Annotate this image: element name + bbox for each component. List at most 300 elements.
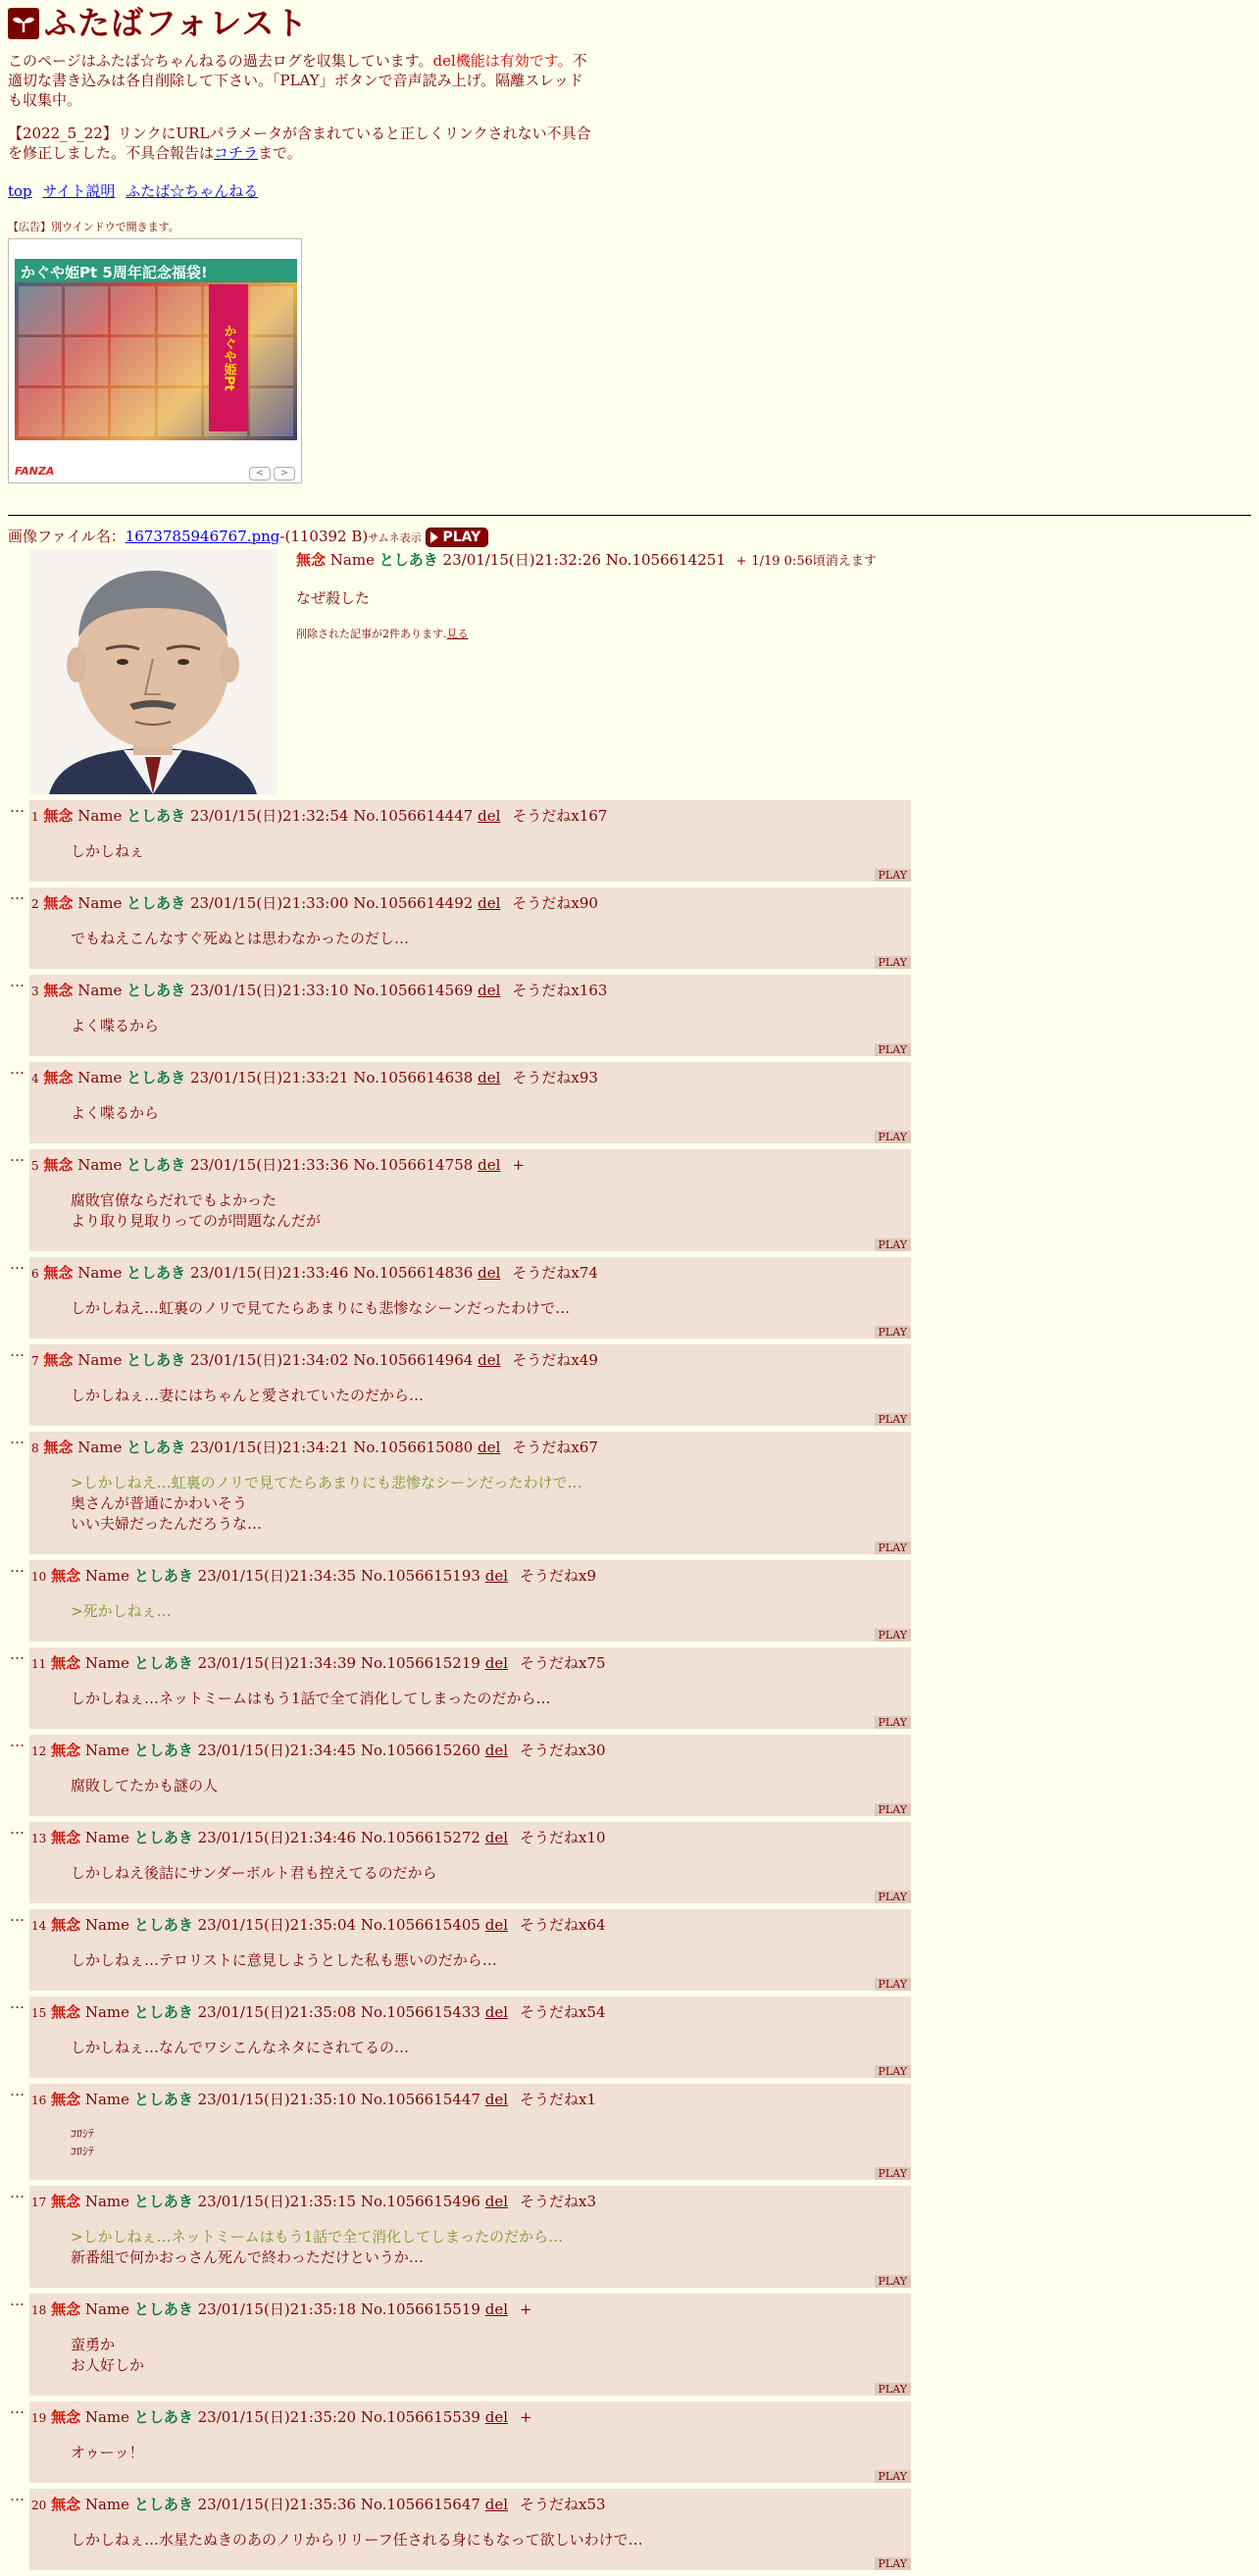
reply-play-button[interactable]: PLAY	[875, 1326, 911, 1339]
play-icon	[430, 531, 438, 543]
reply-post	[29, 1062, 911, 1143]
text-line: ｺﾛｼﾃ	[71, 2145, 95, 2158]
reply-name-label: Name	[84, 2300, 130, 2318]
reply-name-label: Name	[77, 1264, 123, 1282]
reply-name: としあき	[133, 2300, 193, 2318]
reply-play-button[interactable]: PLAY	[875, 1891, 911, 1903]
quote-line: >しかしねえ…虹裏のノリで見てたらあまりにも悲惨なシーンだったわけで…	[71, 1474, 582, 1491]
reply-subject: 無念	[43, 1264, 74, 1282]
reply-number[interactable]: No.1056615193	[360, 1567, 480, 1585]
reply-menu-dots[interactable]: …	[10, 798, 25, 816]
reply-number[interactable]: No.1056614758	[353, 1156, 474, 1174]
reply-date: 23/01/15(日)21:33:10	[189, 982, 349, 999]
reply-play-button[interactable]: PLAY	[875, 1716, 911, 1729]
reply-name: としあき	[126, 1069, 186, 1086]
del-link[interactable]: del	[478, 1264, 501, 1282]
reply-number[interactable]: No.1056614492	[353, 894, 474, 912]
nav-futaba-link[interactable]: ふたば☆ちゃんねる	[126, 182, 259, 200]
reply-text	[71, 2125, 909, 2160]
del-link[interactable]: del	[478, 1439, 501, 1456]
text-line: しかしねぇ…妻にはちゃんと愛されていたのだから…	[71, 1387, 425, 1404]
del-link[interactable]: del	[484, 2193, 509, 2210]
thread	[8, 526, 1251, 2570]
reply-name: としあき	[126, 894, 186, 912]
sodane-count[interactable]: そうだねx64	[520, 1916, 606, 1934]
reply-number[interactable]: No.1056615272	[360, 1829, 480, 1846]
reply-play-button[interactable]: PLAY	[875, 2557, 911, 2570]
del-link[interactable]: del	[484, 2496, 509, 2513]
op-date: 23/01/15(日)21:32:26	[442, 551, 601, 569]
ad-banner-title: かぐや姫Pt 5周年記念福袋!	[15, 259, 297, 282]
reply-menu-dots[interactable]: …	[10, 973, 25, 990]
reply-row	[8, 1735, 1251, 1816]
reply-index: 4	[31, 1072, 39, 1086]
text-line: いい夫婦だったんだろうな…	[71, 1515, 263, 1533]
reply-name: としあき	[133, 1567, 193, 1585]
image-file-link[interactable]: 1673785946767.png	[125, 528, 280, 545]
reply-play-button[interactable]: PLAY	[875, 956, 911, 969]
ad-tag: かぐや姫Pt	[209, 284, 248, 431]
reply-name: としあき	[133, 1829, 193, 1846]
site-intro	[8, 51, 591, 110]
reply-name-label: Name	[77, 1156, 123, 1174]
reply-row	[8, 2186, 1251, 2288]
reply-name-label: Name	[84, 1916, 130, 1934]
file-info	[8, 526, 1251, 547]
reply-name: としあき	[126, 982, 186, 999]
reply-number[interactable]: No.1056614836	[353, 1264, 474, 1282]
reply-menu-dots[interactable]: …	[10, 1558, 25, 1576]
reply-header	[31, 2406, 909, 2427]
nav-top-link[interactable]: top	[8, 182, 32, 200]
reply-index: 18	[31, 2303, 47, 2317]
op-sodane-button[interactable]: +	[735, 554, 747, 569]
site-notice	[8, 124, 591, 163]
reply-menu-dots[interactable]: …	[10, 1995, 25, 2012]
ad-thumb-grid	[19, 286, 293, 436]
reply-number[interactable]: No.1056615080	[353, 1439, 474, 1456]
reply-name-label: Name	[77, 982, 123, 999]
reply-date: 23/01/15(日)21:34:02	[189, 1351, 349, 1369]
reply-name: としあき	[126, 807, 186, 825]
reply-subject: 無念	[51, 1916, 81, 1934]
reply-play-button[interactable]: PLAY	[875, 1413, 911, 1426]
reply-play-button[interactable]: PLAY	[875, 1978, 911, 1991]
reply-number[interactable]: No.1056614964	[353, 1351, 474, 1369]
reply-date: 23/01/15(日)21:34:21	[189, 1439, 349, 1456]
reply-index: 11	[31, 1657, 47, 1671]
reply-subject: 無念	[43, 982, 74, 999]
reply-number[interactable]: No.1056615496	[360, 2193, 480, 2210]
reply-play-button[interactable]: PLAY	[875, 2065, 911, 2078]
reply-play-button[interactable]: PLAY	[875, 2470, 911, 2483]
reply-menu-dots[interactable]: …	[10, 1342, 25, 1360]
text-line: より取り見取りってのが問題なんだが	[71, 1212, 322, 1230]
text-line: しかしねぇ…テロリストに意見しようとした私も悪いのだから…	[71, 1951, 497, 1969]
reply-index: 15	[31, 2006, 47, 2020]
reply-play-button[interactable]: PLAY	[875, 1541, 911, 1554]
reply-subject: 無念	[51, 2003, 81, 2021]
reply-menu-dots[interactable]: …	[10, 1255, 25, 1273]
del-link[interactable]: del	[484, 2091, 509, 2108]
op-text: なぜ殺した	[296, 589, 371, 607]
text-line: 腐敗官僚ならだれでもよかった	[71, 1191, 277, 1209]
reply-text	[71, 2443, 909, 2463]
sodane-count[interactable]: そうだねx67	[512, 1439, 598, 1456]
reply-text	[71, 1103, 909, 1124]
sodane-count[interactable]: そうだねx54	[520, 2003, 606, 2021]
reply-subject: 無念	[51, 2496, 81, 2513]
reply-text	[71, 2038, 909, 2058]
reply-row	[8, 2401, 1251, 2483]
ad-next-button[interactable]: >	[274, 467, 295, 480]
del-link[interactable]: del	[484, 1654, 509, 1672]
reply-row	[8, 2084, 1251, 2180]
reply-row	[8, 1909, 1251, 1991]
reply-text	[71, 1950, 909, 1971]
text-line: しかしねぇ…水星たぬきのあのノリからリリーフ任される身にもなって欲しいわけで…	[71, 2531, 643, 2549]
reply-play-button[interactable]: PLAY	[875, 2167, 911, 2180]
reply-number[interactable]: No.1056615433	[360, 2003, 480, 2021]
reply-subject: 無念	[43, 1351, 74, 1369]
reply-post	[29, 1344, 911, 1426]
reply-row	[8, 800, 1251, 882]
reply-subject: 無念	[51, 2193, 81, 2210]
reply-date: 23/01/15(日)21:35:08	[197, 2003, 357, 2021]
reply-subject: 無念	[51, 1742, 81, 1759]
reply-menu-dots[interactable]: …	[10, 1907, 25, 1925]
reply-index: 14	[31, 1919, 47, 1933]
reply-text	[71, 2227, 909, 2268]
notice-text-end: まで。	[258, 144, 302, 162]
reply-post	[29, 1909, 911, 1991]
op-body	[296, 549, 877, 794]
reply-date: 23/01/15(日)21:34:39	[197, 1654, 357, 1672]
sodane-count[interactable]: そうだねx3	[520, 2193, 597, 2210]
reply-post	[29, 1149, 911, 1251]
reply-header	[31, 1262, 909, 1283]
sodane-count[interactable]: そうだねx93	[512, 1069, 598, 1086]
reply-header	[31, 1565, 909, 1586]
reply-name-label: Name	[84, 2408, 130, 2426]
text-line: よく喋るから	[71, 1017, 160, 1035]
del-link[interactable]: del	[484, 1916, 509, 1934]
reply-name-label: Name	[84, 1654, 130, 1672]
reply-date: 23/01/15(日)21:35:15	[197, 2193, 357, 2210]
deleted-note	[296, 626, 877, 641]
intro-text-rest: 不適切な書き込みは各自削除して下さい。「PLAY」ボタンで音声読み上げ。隔離スレッドも収集中。	[8, 52, 587, 109]
reply-date: 23/01/15(日)21:35:04	[197, 1916, 357, 1934]
del-link[interactable]: del	[478, 1156, 501, 1174]
reply-index: 1	[31, 810, 39, 824]
ad-arrows	[246, 461, 295, 480]
reply-number[interactable]: No.1056614638	[353, 1069, 474, 1086]
sodane-count[interactable]: そうだねx90	[512, 894, 598, 912]
reply-name: としあき	[133, 1916, 193, 1934]
reply-number[interactable]: No.1056615519	[360, 2300, 480, 2318]
reply-post	[29, 800, 911, 882]
reply-name: としあき	[133, 2003, 193, 2021]
reply-date: 23/01/15(日)21:34:35	[197, 1567, 357, 1585]
reply-text	[71, 1473, 909, 1535]
text-line: しかしねぇ	[71, 842, 145, 860]
reply-play-button[interactable]: PLAY	[875, 1238, 911, 1251]
reply-post	[29, 1735, 911, 1816]
reply-name: としあき	[133, 2193, 193, 2210]
reply-play-button[interactable]: PLAY	[875, 1803, 911, 1816]
sodane-button[interactable]: +	[520, 2408, 532, 2426]
reply-number[interactable]: No.1056614569	[353, 982, 474, 999]
op-image[interactable]	[29, 549, 277, 794]
reply-name-label: Name	[77, 807, 123, 825]
reply-text	[71, 929, 909, 949]
reply-name-label: Name	[77, 1069, 123, 1086]
reply-post	[29, 2084, 911, 2180]
op-header	[296, 549, 877, 570]
text-line: 蛮勇か	[71, 2336, 116, 2353]
reply-date: 23/01/15(日)21:34:45	[197, 1742, 357, 1759]
reply-text	[71, 1190, 909, 1232]
reply-date: 23/01/15(日)21:33:00	[189, 894, 349, 912]
reply-subject: 無念	[51, 1654, 81, 1672]
ad-image[interactable]	[15, 259, 297, 440]
reply-name: としあき	[133, 2496, 193, 2513]
reply-name-label: Name	[84, 2193, 130, 2210]
reply-row	[8, 1432, 1251, 1554]
reply-text	[71, 1776, 909, 1796]
text-line: ｺﾛｼﾃ	[71, 2127, 95, 2141]
reply-name: としあき	[126, 1351, 186, 1369]
del-link[interactable]: del	[478, 807, 501, 825]
del-link[interactable]: del	[478, 894, 501, 912]
show-deleted-link[interactable]: 見る	[446, 628, 469, 640]
reply-post	[29, 2294, 911, 2396]
reply-header	[31, 1740, 909, 1760]
reply-date: 23/01/15(日)21:33:21	[189, 1069, 349, 1086]
text-line: お人好しか	[71, 2356, 145, 2374]
site-title-text: ふたばフォレスト	[44, 4, 309, 42]
reply-menu-dots[interactable]: …	[10, 2184, 25, 2201]
reply-menu-dots[interactable]: …	[10, 1147, 25, 1165]
reply-header	[31, 1154, 909, 1175]
reply-post	[29, 2489, 911, 2570]
text-line: よく喋るから	[71, 1104, 160, 1122]
del-link[interactable]: del	[478, 1351, 501, 1369]
reply-subject: 無念	[43, 1069, 74, 1086]
del-link[interactable]: del	[484, 1829, 509, 1846]
reply-header	[31, 2298, 909, 2319]
file-label: 画像ファイル名：	[8, 528, 126, 545]
reply-text	[71, 1601, 909, 1622]
text-line: しかしねえ…虹裏のノリで見てたらあまりにも悲惨なシーンだったわけで…	[71, 1299, 571, 1317]
ad-prev-button[interactable]: <	[249, 467, 271, 480]
reply-menu-dots[interactable]: …	[10, 885, 25, 903]
op-subject: 無念	[296, 551, 327, 569]
fanza-logo: FANZA	[15, 464, 55, 478]
reply-header	[31, 1914, 909, 1935]
sodane-count[interactable]: そうだねx53	[520, 2496, 606, 2513]
text-line: しかしねえ後詰にサンダーボルト君も控えてるのだから	[71, 1864, 437, 1882]
reply-index: 16	[31, 2094, 47, 2107]
reply-index: 3	[31, 985, 39, 998]
reply-subject: 無念	[43, 1156, 74, 1174]
reply-name: としあき	[133, 2408, 193, 2426]
text-line: しかしねぇ…なんでワシこんなネタにされてるの…	[71, 2039, 410, 2056]
reply-name-label: Name	[84, 2003, 130, 2021]
sodane-count[interactable]: そうだねx74	[512, 1264, 598, 1282]
op-name: としあき	[378, 551, 438, 569]
reply-date: 23/01/15(日)21:32:54	[189, 807, 349, 825]
sodane-button[interactable]: +	[512, 1156, 525, 1174]
reply-index: 6	[31, 1267, 39, 1281]
reply-row	[8, 1647, 1251, 1729]
reply-header	[31, 1652, 909, 1673]
reply-name: としあき	[126, 1156, 186, 1174]
op-expire: 1/19 0:56頃消えます	[751, 554, 877, 569]
reply-post	[29, 1996, 911, 2078]
reply-play-button[interactable]: PLAY	[875, 1043, 911, 1056]
reply-post	[29, 975, 911, 1056]
reply-date: 23/01/15(日)21:35:10	[197, 2091, 357, 2108]
reply-date: 23/01/15(日)21:35:20	[197, 2408, 357, 2426]
sodane-count[interactable]: そうだねx163	[512, 982, 608, 999]
reply-subject: 無念	[43, 894, 74, 912]
reply-row	[8, 1822, 1251, 1903]
del-link[interactable]: del	[484, 1742, 509, 1759]
nav-about-link[interactable]: サイト説明	[42, 182, 116, 200]
reply-name-label: Name	[77, 1351, 123, 1369]
reply-name-label: Name	[84, 2496, 130, 2513]
reply-text	[71, 2530, 909, 2551]
reply-play-button[interactable]: PLAY	[875, 1131, 911, 1143]
reply-play-button[interactable]: PLAY	[875, 2383, 911, 2396]
del-link[interactable]: del	[478, 982, 501, 999]
reply-index: 19	[31, 2411, 47, 2425]
reply-menu-dots[interactable]: …	[10, 1645, 25, 1663]
reply-play-button[interactable]: PLAY	[875, 2275, 911, 2288]
reply-header	[31, 2191, 909, 2211]
reply-post	[29, 1432, 911, 1554]
reply-date: 23/01/15(日)21:33:36	[189, 1156, 349, 1174]
del-link[interactable]: del	[484, 2300, 509, 2318]
reply-number[interactable]: No.1056615539	[360, 2408, 480, 2426]
sodane-count[interactable]: そうだねx49	[512, 1351, 598, 1369]
reply-text	[71, 1298, 909, 1319]
reply-name-label: Name	[77, 894, 123, 912]
del-link[interactable]: del	[484, 2003, 509, 2021]
op-number[interactable]: No.1056614251	[605, 551, 726, 569]
sodane-count[interactable]: そうだねx1	[520, 2091, 597, 2108]
reply-subject: 無念	[43, 807, 74, 825]
reply-row	[8, 2489, 1251, 2570]
reply-date: 23/01/15(日)21:35:18	[197, 2300, 357, 2318]
del-link[interactable]: del	[484, 1567, 509, 1585]
sodane-count[interactable]: そうだねx167	[512, 807, 608, 825]
del-link[interactable]: del	[478, 1069, 501, 1086]
reply-name-label: Name	[84, 1742, 130, 1759]
reply-post	[29, 2401, 911, 2483]
play-label: PLAY	[442, 530, 481, 545]
reply-header	[31, 1349, 909, 1370]
reply-row	[8, 975, 1251, 1056]
op-post	[8, 549, 1251, 794]
sodane-count[interactable]: そうだねx10	[520, 1829, 606, 1846]
reply-post	[29, 887, 911, 969]
text-line: しかしねぇ…ネットミームはもう1話で全て消化してしまったのだから…	[71, 1690, 551, 1707]
reply-row	[8, 1344, 1251, 1426]
reply-menu-dots[interactable]: …	[10, 2399, 25, 2417]
sodane-button[interactable]: +	[520, 2300, 532, 2318]
reply-name: としあき	[126, 1264, 186, 1282]
reply-menu-dots[interactable]: …	[10, 1733, 25, 1750]
reply-text	[71, 1863, 909, 1884]
text-line: 新番組で何かおっさん死んで終わっただけというか…	[71, 2248, 424, 2266]
reply-subject: 無念	[51, 2091, 81, 2108]
reply-menu-dots[interactable]: …	[10, 2082, 25, 2099]
reply-number[interactable]: No.1056614447	[353, 807, 474, 825]
reply-menu-dots[interactable]: …	[10, 1820, 25, 1838]
reply-subject: 無念	[51, 1567, 81, 1585]
intro-text: このページはふたば☆ちゃんねるの過去ログを収集しています。	[8, 52, 433, 70]
reply-number[interactable]: No.1056615405	[360, 1916, 480, 1934]
reply-post	[29, 1822, 911, 1903]
reply-index: 12	[31, 1744, 47, 1758]
reply-subject: 無念	[51, 1829, 81, 1846]
reply-row	[8, 1062, 1251, 1143]
reply-menu-dots[interactable]: …	[10, 1430, 25, 1447]
del-link[interactable]: del	[484, 2408, 509, 2426]
sodane-count[interactable]: そうだねx75	[520, 1654, 606, 1672]
reply-number[interactable]: No.1056615447	[360, 2091, 480, 2108]
site-title[interactable]	[44, 4, 309, 42]
reply-number[interactable]: No.1056615647	[360, 2496, 480, 2513]
reply-index: 7	[31, 1354, 39, 1368]
reply-text	[71, 2335, 909, 2376]
reply-header	[31, 2089, 909, 2109]
reply-menu-dots[interactable]: …	[10, 2292, 25, 2309]
reply-header	[31, 2494, 909, 2514]
divider	[8, 515, 1251, 516]
text-line: オゥーッ！	[71, 2444, 144, 2461]
reply-name: としあき	[133, 2091, 193, 2108]
reply-text	[71, 1689, 909, 1709]
nav-links	[8, 180, 1251, 201]
reply-post	[29, 1560, 911, 1642]
reply-number[interactable]: No.1056615219	[360, 1654, 480, 1672]
reply-row	[8, 1149, 1251, 1251]
reply-index: 20	[31, 2499, 47, 2512]
ad-banner[interactable]	[8, 238, 302, 483]
thumb-toggle[interactable]: サムネ表示	[368, 531, 422, 544]
reply-menu-dots[interactable]: …	[10, 2487, 25, 2504]
quote-line: >しかしねぇ…ネットミームはもう1話で全て消化してしまったのだから…	[71, 2228, 564, 2246]
reply-number[interactable]: No.1056615260	[360, 1742, 480, 1759]
play-button[interactable]	[426, 528, 488, 547]
reply-play-button[interactable]: PLAY	[875, 869, 911, 882]
reply-play-button[interactable]: PLAY	[875, 1629, 911, 1642]
reply-menu-dots[interactable]: …	[10, 1060, 25, 1078]
reply-date: 23/01/15(日)21:33:46	[189, 1264, 349, 1282]
ad-footer	[15, 463, 295, 479]
reply-text	[71, 1016, 909, 1036]
sodane-count[interactable]: そうだねx9	[520, 1567, 597, 1585]
bug-report-link[interactable]: コチラ	[214, 144, 259, 162]
reply-text	[71, 841, 909, 862]
sodane-count[interactable]: そうだねx30	[520, 1742, 606, 1759]
reply-header	[31, 980, 909, 1000]
ad-caption: 【広告】別ウインドウで開きます。	[8, 221, 179, 233]
op-name-label: Name	[329, 551, 375, 569]
